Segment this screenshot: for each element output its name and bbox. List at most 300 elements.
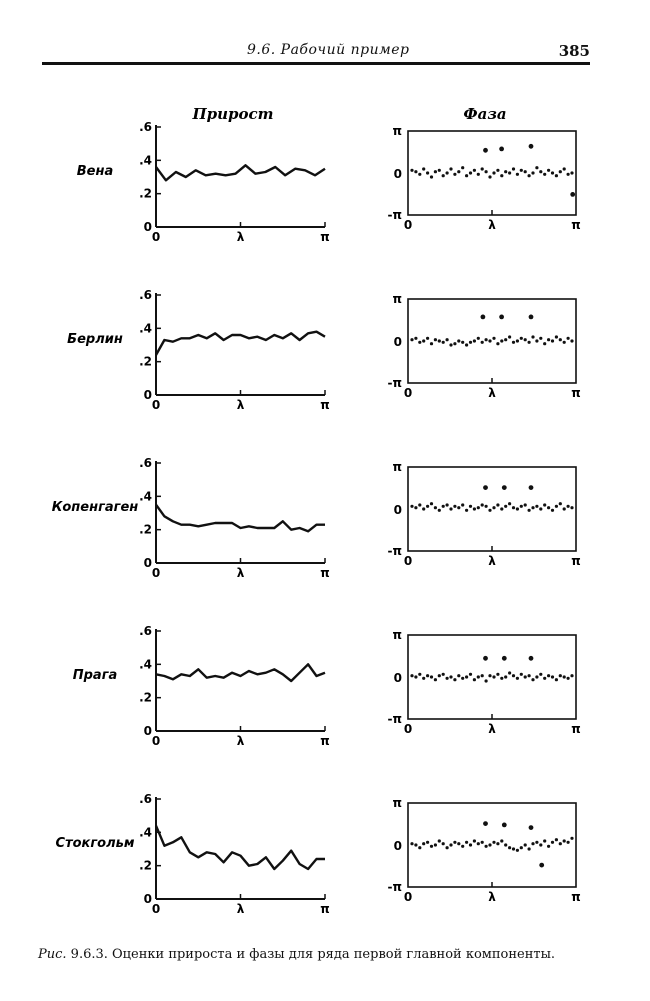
row-5-phase-point [547, 845, 550, 848]
row-5-phase-outlier [539, 863, 544, 868]
row-2-phase-point [555, 335, 558, 338]
row-5-phase-point [438, 839, 441, 842]
row-1-phase-point [543, 173, 546, 176]
row-5-phase-point [516, 849, 519, 852]
row-5-phase-point [531, 842, 534, 845]
row-4-gain-y-tick-label: .4 [139, 657, 152, 672]
row-2-phase-point [567, 337, 570, 340]
row-4-phase-point [516, 677, 519, 680]
row-3-phase-point [414, 506, 417, 509]
row-4-phase-point [457, 674, 460, 677]
row-5-phase-point [500, 839, 503, 842]
row-3-phase-point [528, 509, 531, 512]
row-1-phase-point [570, 171, 573, 174]
row-3-phase-point [551, 509, 554, 512]
row-3-phase-point [543, 503, 546, 506]
row-1-phase-point [528, 174, 531, 177]
row-1-phase-outlier [499, 147, 504, 152]
row-2-phase-point [551, 339, 554, 342]
row-4-phase-point [438, 674, 441, 677]
row-5-phase-x-tick-label: 0 [403, 890, 413, 904]
row-3-phase-point [418, 503, 421, 506]
row-2-phase-point [500, 339, 503, 342]
row-1-phase-point [555, 174, 558, 177]
row-2-phase-outlier [499, 315, 504, 320]
row-3-phase-point [426, 505, 429, 508]
row-5-gain-y-tick-label: .2 [139, 858, 152, 873]
row-2-phase-x-tick-label: 0 [403, 386, 413, 400]
row-4-phase-point [496, 673, 499, 676]
row-4-phase-x-tick-label: π [571, 722, 581, 736]
row-1-phase-point [531, 171, 534, 174]
row-4-phase-outlier [529, 656, 534, 661]
row-3-phase-point [434, 506, 437, 509]
caption-lead: Рис. [38, 947, 67, 962]
row-2-gain-line [156, 332, 325, 355]
row-1-phase-outlier [529, 144, 534, 149]
row-5-phase-point [481, 841, 484, 844]
row-4-gain-y-tick-label: 0 [143, 724, 152, 738]
row-1-gain-y-tick-label: 0 [143, 220, 152, 234]
row-2-phase-point [570, 339, 573, 342]
row-4-phase-point [453, 678, 456, 681]
row-1-phase-point [414, 170, 417, 173]
row-4-phase-point [508, 671, 511, 674]
caption-text: 9.6.3. Оценки прироста и фазы для ряда первой главной компоненты. [66, 947, 556, 962]
row-2-phase-point [473, 339, 476, 342]
row-3-phase-point [547, 506, 550, 509]
row-2-phase-point [492, 337, 495, 340]
row-4-phase-point [504, 675, 507, 678]
row-4-phase-point [555, 678, 558, 681]
row-3-phase-point [539, 507, 542, 510]
row-2-city-label: Берлин [67, 332, 123, 347]
row-4-phase-point [543, 677, 546, 680]
row-5-phase-x-tick-label: π [571, 890, 581, 904]
row-5-phase-point [457, 842, 460, 845]
row-3-phase-y-tick-label: 0 [393, 503, 402, 517]
row-3-phase-point [496, 503, 499, 506]
row-5-phase-point [570, 837, 573, 840]
row-5-phase-y-tick-label: 0 [393, 839, 402, 853]
row-5-phase-point [496, 842, 499, 845]
row-3-phase-x-tick-label: π [571, 554, 581, 568]
row-1-gain-x-tick-label: π [320, 230, 330, 244]
row-1-phase-point [473, 169, 476, 172]
row-5-phase-y-tick-label: -π [387, 880, 402, 894]
row-4-phase-point [410, 674, 413, 677]
row-3-phase-point [504, 505, 507, 508]
row-1-phase-point [449, 167, 452, 170]
row-1-phase-point [567, 173, 570, 176]
row-5-phase-y-tick-label: π [392, 796, 402, 810]
row-5-phase-point [524, 843, 527, 846]
row-3-phase-point [508, 502, 511, 505]
row-2-phase-point [531, 335, 534, 338]
row-5-phase-point [563, 839, 566, 842]
row-1-phase-point [453, 173, 456, 176]
row-5-city-label: Стокгольм [55, 836, 135, 851]
row-1-phase-point [488, 175, 491, 178]
row-3-phase-point [563, 507, 566, 510]
row-4-phase-point [481, 674, 484, 677]
row-1-phase-y-tick-label: 0 [393, 167, 402, 181]
row-1-phase-point [446, 171, 449, 174]
row-5-phase-point [469, 843, 472, 846]
row-5-phase-point [418, 846, 421, 849]
row-5-phase-point [559, 842, 562, 845]
row-3-phase-point [446, 503, 449, 506]
row-4-gain-y-tick-label: .2 [139, 690, 152, 705]
row-2-phase-point [516, 339, 519, 342]
row-1-phase-point [430, 175, 433, 178]
row-5-phase-point [422, 842, 425, 845]
row-5-gain-y-tick-label: 0 [143, 892, 152, 906]
row-5-phase-point [410, 842, 413, 845]
row-5-phase-point [449, 843, 452, 846]
row-4-phase-point [477, 675, 480, 678]
row-1-gain-y-tick-label: .6 [139, 120, 152, 134]
row-4-phase-point [488, 674, 491, 677]
row-1-phase-point [500, 174, 503, 177]
row-1-phase-point [547, 169, 550, 172]
row-1-phase-point [492, 171, 495, 174]
row-1-phase-point [481, 167, 484, 170]
row-1-phase-point [496, 169, 499, 172]
row-3-phase-point [531, 506, 534, 509]
row-2-phase-point [524, 338, 527, 341]
row-5-phase-x-tick-label: λ [488, 890, 496, 904]
row-1-phase-point [434, 170, 437, 173]
row-3-gain-y-tick-label: 0 [143, 556, 152, 570]
row-2-phase-point [539, 337, 542, 340]
row-2-gain-x-tick-label: λ [236, 398, 245, 412]
row-5-phase-point [535, 841, 538, 844]
row-3-phase-point [422, 507, 425, 510]
row-2-phase-point [512, 341, 515, 344]
row-1-phase-point [512, 167, 515, 170]
figure-caption [38, 947, 628, 962]
row-1-gain-y-tick-label: .4 [139, 153, 152, 168]
row-1-phase-point [457, 170, 460, 173]
row-2-phase-x-tick-label: π [571, 386, 581, 400]
row-5-phase-point [442, 842, 445, 845]
row-2-phase-point [418, 341, 421, 344]
row-1-phase-frame [408, 131, 576, 215]
row-1-phase-y-tick-label: -π [387, 208, 402, 222]
row-1-phase-x-tick-label: λ [488, 218, 496, 232]
row-3-phase-outlier [502, 485, 507, 490]
row-4-gain-y-tick-label: .6 [139, 624, 152, 638]
gain-column-label: Прирост [192, 105, 274, 123]
row-2-phase-outlier [481, 315, 486, 320]
row-4-phase-point [531, 678, 534, 681]
row-5-phase-frame [408, 803, 576, 887]
row-3-phase-point [481, 503, 484, 506]
row-2-phase-point [485, 338, 488, 341]
row-4-phase-point [430, 675, 433, 678]
row-3-phase-point [410, 505, 413, 508]
row-5-phase-point [465, 841, 468, 844]
row-1-phase-point [422, 167, 425, 170]
row-3-phase-point [516, 507, 519, 510]
row-5-gain-line [156, 826, 325, 869]
row-4-gain-x-tick-label: π [320, 734, 330, 748]
row-3-gain-line [156, 505, 325, 532]
row-2-phase-point [457, 339, 460, 342]
row-2-phase-point [496, 342, 499, 345]
row-1-phase-point [465, 174, 468, 177]
row-5-phase-point [520, 846, 523, 849]
row-2-phase-point [414, 337, 417, 340]
row-3-phase-y-tick-label: π [392, 460, 402, 474]
row-2-phase-point [469, 341, 472, 344]
row-1-phase-point [508, 171, 511, 174]
row-2-phase-point [563, 341, 566, 344]
row-4-phase-point [442, 673, 445, 676]
row-1-phase-outlier [570, 192, 575, 197]
row-2-phase-point [426, 337, 429, 340]
row-5-phase-point [453, 841, 456, 844]
row-4-phase-point [528, 674, 531, 677]
row-2-phase-point [422, 339, 425, 342]
row-2-phase-frame [408, 299, 576, 383]
row-4-gain-line [156, 664, 325, 681]
row-5-phase-point [446, 846, 449, 849]
row-5-phase-point [508, 846, 511, 849]
row-3-phase-point [442, 505, 445, 508]
row-3-phase-x-tick-label: λ [488, 554, 496, 568]
row-4-phase-point [434, 678, 437, 681]
row-1-phase-point [539, 170, 542, 173]
row-4-phase-point [559, 674, 562, 677]
row-2-phase-point [559, 338, 562, 341]
row-2-phase-point [442, 341, 445, 344]
row-4-phase-y-tick-label: π [392, 628, 402, 642]
row-1-phase-outlier [483, 148, 488, 153]
row-3-phase-point [485, 505, 488, 508]
row-4-phase-point [512, 674, 515, 677]
page-number: 385 [558, 42, 590, 60]
row-3-phase-point [488, 509, 491, 512]
row-2-gain-y-tick-label: .4 [139, 321, 152, 336]
row-5-phase-point [488, 843, 491, 846]
row-5-phase-point [414, 843, 417, 846]
row-1-phase-point [461, 166, 464, 169]
row-3-phase-point [535, 505, 538, 508]
row-1-phase-point [438, 169, 441, 172]
row-5-phase-point [426, 841, 429, 844]
row-5-phase-point [461, 845, 464, 848]
row-4-phase-point [446, 677, 449, 680]
row-3-phase-point [570, 506, 573, 509]
row-5-gain-y-tick-label: .6 [139, 792, 152, 806]
row-4-phase-point [414, 675, 417, 678]
phase-column-label: Фаза [463, 105, 507, 123]
row-1-phase-point [551, 171, 554, 174]
row-1-phase-x-tick-label: π [571, 218, 581, 232]
row-2-phase-point [543, 342, 546, 345]
row-1-phase-point [535, 166, 538, 169]
row-2-phase-point [508, 335, 511, 338]
row-1-phase-y-tick-label: π [392, 124, 402, 138]
row-3-gain-x-tick-label: λ [236, 566, 245, 580]
row-5-gain-y-tick-label: .4 [139, 825, 152, 840]
row-3-phase-point [559, 502, 562, 505]
row-1-phase-point [442, 174, 445, 177]
row-5-phase-point [551, 841, 554, 844]
row-4-phase-point [492, 675, 495, 678]
row-4-phase-outlier [483, 656, 488, 661]
row-2-gain-x-tick-label: π [320, 398, 330, 412]
row-2-phase-point [488, 339, 491, 342]
row-3-gain-x-tick-label: 0 [151, 566, 161, 580]
row-1-gain-x-tick-label: λ [236, 230, 245, 244]
row-5-phase-outlier [529, 825, 534, 830]
row-3-phase-point [492, 506, 495, 509]
row-1-phase-point [418, 173, 421, 176]
row-3-gain-y-tick-label: .2 [139, 522, 152, 537]
row-2-phase-x-tick-label: λ [488, 386, 496, 400]
row-2-phase-point [465, 343, 468, 346]
row-1-phase-point [426, 171, 429, 174]
row-4-gain-x-tick-label: 0 [151, 734, 161, 748]
row-4-phase-point [465, 675, 468, 678]
row-1-phase-point [485, 170, 488, 173]
row-4-phase-point [473, 678, 476, 681]
row-2-gain-y-tick-label: 0 [143, 388, 152, 402]
row-3-phase-point [524, 503, 527, 506]
row-3-phase-point [520, 505, 523, 508]
row-3-phase-point [453, 505, 456, 508]
row-5-phase-outlier [502, 823, 507, 828]
row-5-phase-point [539, 843, 542, 846]
row-2-gain-y-tick-label: .2 [139, 354, 152, 369]
row-1-phase-point [504, 170, 507, 173]
row-4-phase-point [426, 674, 429, 677]
row-1-phase-x-tick-label: 0 [403, 218, 413, 232]
row-3-phase-point [457, 506, 460, 509]
row-4-phase-point [469, 673, 472, 676]
row-5-gain-x-tick-label: π [320, 902, 330, 916]
row-1-phase-point [559, 170, 562, 173]
row-1-phase-point [477, 173, 480, 176]
row-5-phase-point [504, 843, 507, 846]
row-4-phase-x-tick-label: λ [488, 722, 496, 736]
row-5-gain-x-tick-label: λ [236, 902, 245, 916]
row-5-gain-x-tick-label: 0 [151, 902, 161, 916]
row-1-phase-point [516, 173, 519, 176]
row-3-phase-point [469, 505, 472, 508]
row-1-phase-point [563, 167, 566, 170]
row-3-phase-x-tick-label: 0 [403, 554, 413, 568]
row-3-phase-point [512, 506, 515, 509]
row-3-phase-frame [408, 467, 576, 551]
row-3-phase-point [500, 507, 503, 510]
row-2-phase-point [430, 342, 433, 345]
row-1-gain-y-tick-label: .2 [139, 186, 152, 201]
row-2-phase-point [477, 337, 480, 340]
row-2-phase-point [434, 338, 437, 341]
row-4-phase-point [449, 675, 452, 678]
row-1-phase-point [410, 169, 413, 172]
row-5-phase-point [567, 841, 570, 844]
row-3-phase-point [465, 509, 468, 512]
row-1-phase-point [520, 169, 523, 172]
row-4-phase-point [567, 677, 570, 680]
row-3-phase-outlier [529, 485, 534, 490]
row-5-phase-point [434, 843, 437, 846]
row-1-city-label: Вена [76, 164, 114, 179]
row-4-phase-point [485, 679, 488, 682]
row-5-phase-point [543, 839, 546, 842]
row-4-phase-point [418, 673, 421, 676]
row-2-phase-point [438, 339, 441, 342]
row-3-phase-point [461, 503, 464, 506]
row-3-city-label: Копенгаген [51, 500, 139, 515]
row-2-phase-point [520, 337, 523, 340]
row-3-phase-outlier [483, 485, 488, 490]
row-4-phase-frame [408, 635, 576, 719]
row-4-phase-y-tick-label: -π [387, 712, 402, 726]
row-3-gain-y-tick-label: .4 [139, 489, 152, 504]
row-5-phase-point [528, 847, 531, 850]
row-5-phase-point [485, 845, 488, 848]
row-2-phase-point [528, 341, 531, 344]
row-4-phase-point [524, 675, 527, 678]
row-4-phase-y-tick-label: 0 [393, 671, 402, 685]
row-5-phase-point [555, 838, 558, 841]
row-1-gain-x-tick-label: 0 [151, 230, 161, 244]
row-2-phase-point [449, 343, 452, 346]
row-4-phase-point [539, 673, 542, 676]
row-4-phase-point [563, 675, 566, 678]
row-3-phase-point [449, 507, 452, 510]
row-4-phase-point [570, 674, 573, 677]
row-2-gain-y-tick-label: .6 [139, 288, 152, 302]
running-title: 9.6. Рабочий пример [247, 42, 410, 58]
row-2-phase-point [504, 338, 507, 341]
row-2-phase-y-tick-label: -π [387, 376, 402, 390]
row-3-gain-x-tick-label: π [320, 566, 330, 580]
row-2-gain-x-tick-label: 0 [151, 398, 161, 412]
row-5-phase-point [492, 841, 495, 844]
row-1-phase-point [524, 170, 527, 173]
row-4-phase-point [500, 677, 503, 680]
row-4-phase-point [535, 675, 538, 678]
row-3-phase-point [438, 509, 441, 512]
row-4-phase-point [461, 677, 464, 680]
row-1-phase-point [469, 171, 472, 174]
row-3-phase-point [430, 502, 433, 505]
row-2-phase-point [446, 338, 449, 341]
row-4-phase-point [547, 674, 550, 677]
row-2-phase-point [481, 341, 484, 344]
row-2-phase-point [461, 341, 464, 344]
row-3-phase-point [477, 506, 480, 509]
row-2-phase-point [547, 338, 550, 341]
row-4-phase-outlier [502, 656, 507, 661]
chart-panels [52, 120, 581, 916]
row-2-phase-outlier [529, 315, 534, 320]
row-3-gain-y-tick-label: .6 [139, 456, 152, 470]
row-4-phase-x-tick-label: 0 [403, 722, 413, 736]
row-5-phase-point [473, 839, 476, 842]
row-2-phase-point [410, 338, 413, 341]
row-4-phase-point [551, 675, 554, 678]
row-2-phase-point [535, 339, 538, 342]
row-3-phase-point [555, 505, 558, 508]
